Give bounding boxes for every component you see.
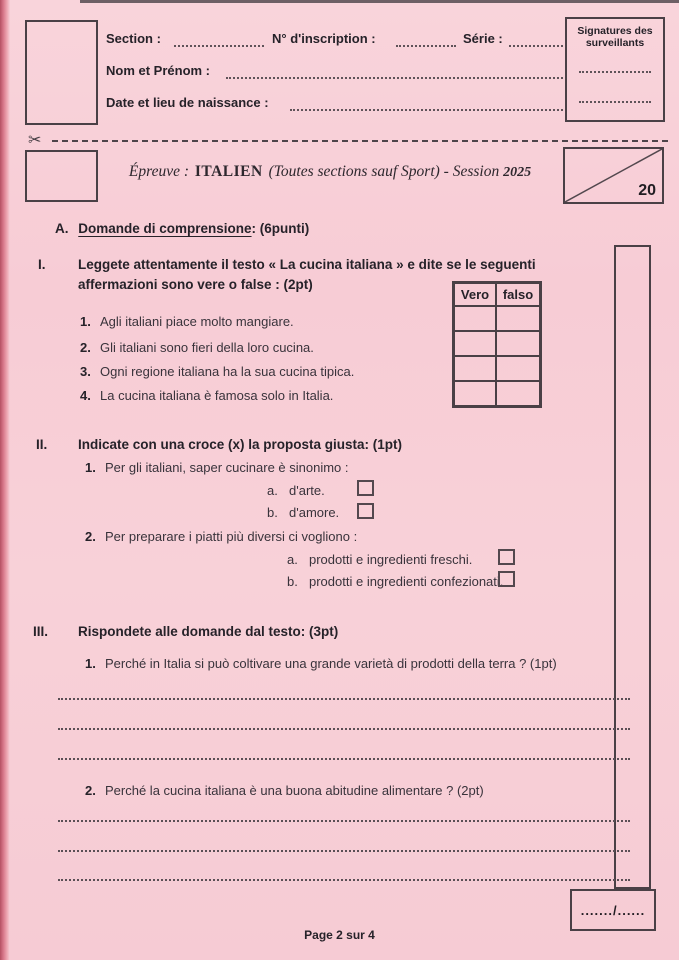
exam-sections-note: (Toutes sections sauf Sport) - xyxy=(268,163,449,180)
statement-number: 1. xyxy=(80,314,91,329)
epreuve-label: Épreuve : xyxy=(128,163,189,180)
part3-instruction: Rispondete alle domande dal testo: (3pt) xyxy=(78,624,339,639)
option-text: prodotti e ingredienti freschi. xyxy=(309,552,473,567)
option-2b xyxy=(287,574,503,589)
option-2a xyxy=(287,552,472,567)
statement-text: Agli italiani piace molto mangiare. xyxy=(100,314,294,329)
vero-falso-table xyxy=(452,281,542,408)
inscription-label: N° d'inscription : xyxy=(272,31,376,46)
table-header-falso: falso xyxy=(496,283,540,306)
statement-text: Gli italiani sono fieri della loro cucina. xyxy=(100,340,314,355)
vero-cell-1[interactable] xyxy=(454,306,496,331)
margin-marks-column xyxy=(614,245,651,889)
option-1a xyxy=(267,483,325,498)
section-a-points: : (6punti) xyxy=(251,221,310,236)
signatures-title-line2: surveillants xyxy=(585,37,645,49)
answer-line[interactable] xyxy=(58,728,630,730)
exam-subject: ITALIEN xyxy=(194,163,263,180)
vero-cell-4[interactable] xyxy=(454,381,496,406)
signatures-box xyxy=(565,17,665,122)
answer-line[interactable] xyxy=(58,879,630,881)
part2-numeral: II. xyxy=(36,437,48,452)
answer-line[interactable] xyxy=(58,850,630,852)
statement-number: 3. xyxy=(80,364,91,379)
part2-question-1 xyxy=(85,460,349,475)
inscription-field[interactable] xyxy=(396,45,456,47)
question-text: Per gli italiani, saper cucinare è sinonimo : xyxy=(105,460,349,475)
option-letter: a. xyxy=(287,552,298,567)
part1-instruction-line1: Leggete attentamente il testo « La cucina italiana » e dite se le seguenti xyxy=(78,257,536,272)
question-text: Perché in Italia si può coltivare una grande varietà di prodotti della terra ? (1pt) xyxy=(105,656,557,671)
scan-edge xyxy=(0,0,10,960)
falso-cell-3[interactable] xyxy=(496,356,540,381)
part2-instruction: Indicate con una croce (x) la proposta giusta: (1pt) xyxy=(78,437,403,452)
scissors-icon: ✂ xyxy=(28,132,42,149)
stamp-box xyxy=(25,150,98,202)
statement-number: 2. xyxy=(80,340,91,355)
checkbox-option-2a[interactable] xyxy=(498,549,515,565)
signature-field-1[interactable] xyxy=(579,71,651,73)
birth-field[interactable] xyxy=(290,109,563,111)
vero-cell-2[interactable] xyxy=(454,331,496,356)
signatures-title-line1: Signatures des xyxy=(577,25,653,37)
question-number: 1. xyxy=(85,460,96,475)
page-number: Page 2 sur 4 xyxy=(304,928,375,942)
session-year: 2025 xyxy=(503,165,532,180)
checkbox-option-1b[interactable] xyxy=(357,503,374,519)
question-text: Perché la cucina italiana è una buona abitudine alimentare ? (2pt) xyxy=(105,783,484,798)
statement-row-3 xyxy=(80,364,354,379)
section-field[interactable] xyxy=(174,45,264,47)
falso-cell-4[interactable] xyxy=(496,381,540,406)
statement-text: La cucina italiana è famosa solo in Italia. xyxy=(100,388,334,403)
answer-line[interactable] xyxy=(58,758,630,760)
option-1b xyxy=(267,505,339,520)
score-box[interactable]: ......./...... xyxy=(570,889,656,931)
exam-title xyxy=(100,163,560,181)
section-label: Section : xyxy=(106,31,161,46)
falso-cell-2[interactable] xyxy=(496,331,540,356)
serie-field[interactable] xyxy=(509,45,563,47)
question-number: 1. xyxy=(85,656,96,671)
birth-label: Date et lieu de naissance : xyxy=(106,95,269,110)
option-text: d'amore. xyxy=(289,505,340,520)
signature-field-2[interactable] xyxy=(579,101,651,103)
total-marks-box xyxy=(563,147,664,204)
question-number: 2. xyxy=(85,529,96,544)
option-letter: a. xyxy=(267,483,278,498)
falso-cell-1[interactable] xyxy=(496,306,540,331)
part1-instruction-line2: affermazioni sono vere o false : (2pt) xyxy=(78,277,313,292)
statement-number: 4. xyxy=(80,388,91,403)
part3-question-1 xyxy=(85,656,557,671)
scan-artifact-line xyxy=(80,0,679,3)
name-field[interactable] xyxy=(226,77,563,79)
question-text: Per preparare i piatti più diversi ci vogliono : xyxy=(105,529,358,544)
serie-label: Série : xyxy=(463,31,503,46)
total-marks-value: 20 xyxy=(638,182,656,199)
part3-question-2 xyxy=(85,783,484,798)
option-letter: b. xyxy=(287,574,298,589)
name-label: Nom et Prénom : xyxy=(106,63,211,78)
section-a-title: Domande di comprensione xyxy=(78,221,252,236)
part3-numeral: III. xyxy=(33,624,49,639)
statement-row-1 xyxy=(80,314,294,329)
vero-cell-3[interactable] xyxy=(454,356,496,381)
question-number: 2. xyxy=(85,783,96,798)
section-a-heading xyxy=(55,221,309,236)
table-header-vero: Vero xyxy=(454,283,496,306)
answer-line[interactable] xyxy=(58,698,630,700)
statement-row-2 xyxy=(80,340,314,355)
session-label: Session xyxy=(452,163,500,180)
signatures-title xyxy=(567,25,663,49)
option-text: d'arte. xyxy=(289,483,325,498)
checkbox-option-1a[interactable] xyxy=(357,480,374,496)
cut-line xyxy=(52,140,668,142)
part2-question-2 xyxy=(85,529,357,544)
statement-text: Ogni regione italiana ha la sua cucina tipica. xyxy=(100,364,355,379)
option-text: prodotti e ingredienti confezionati. xyxy=(309,574,504,589)
answer-line[interactable] xyxy=(58,820,630,822)
section-a-index: A. xyxy=(55,221,69,236)
option-letter: b. xyxy=(267,505,278,520)
part1-numeral: I. xyxy=(38,257,46,272)
checkbox-option-2b[interactable] xyxy=(498,571,515,587)
statement-row-4 xyxy=(80,388,333,403)
candidate-id-box xyxy=(25,20,98,125)
